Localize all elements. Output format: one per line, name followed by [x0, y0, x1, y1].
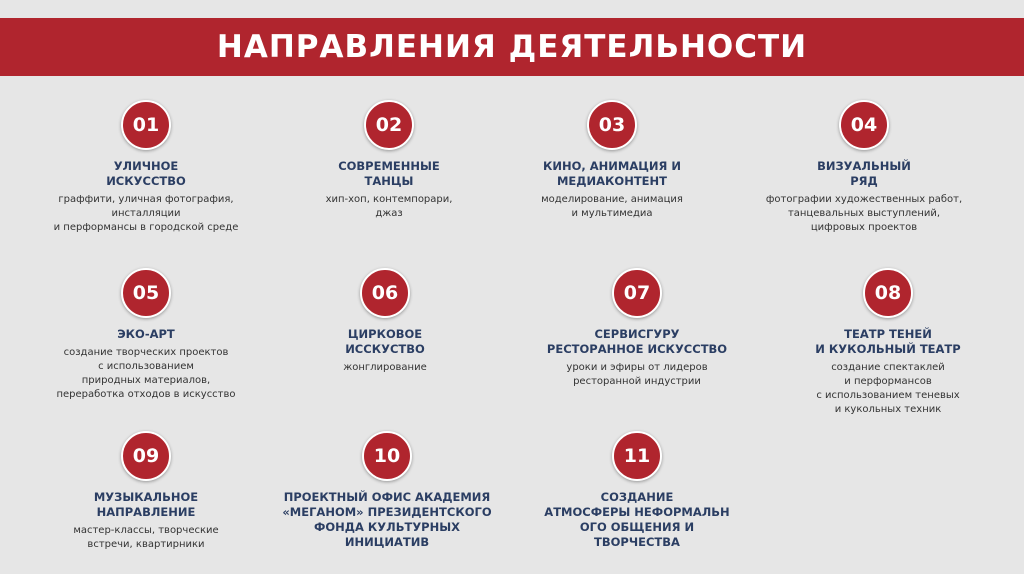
- activity-title: МУЗЫКАЛЬНОЕ НАПРАВЛЕНИЕ: [93, 490, 199, 519]
- activity-title: СЕРВИСГУРУ РЕСТОРАННОЕ ИСКУССТВО: [546, 327, 728, 356]
- header-banner: [0, 18, 1024, 76]
- number-badge: 11: [612, 431, 662, 481]
- activity-item-02: [259, 100, 519, 221]
- number-badge: 09: [121, 431, 171, 481]
- activity-description: моделирование, анимация и мультимедиа: [541, 194, 683, 219]
- activity-title: ВИЗУАЛЬНЫЙ РЯД: [817, 159, 911, 188]
- activity-description: жонглирование: [343, 362, 427, 373]
- activity-item-06: [255, 268, 515, 375]
- activity-item-03: [482, 100, 742, 221]
- activity-title: ЦИРКОВОЕ ИССКУСТВО: [345, 327, 425, 356]
- number-badge: 10: [362, 431, 412, 481]
- activity-title: СОЗДАНИЕ АТМОСФЕРЫ НЕФОРМАЛЬН ОГО ОБЩЕНИЯ И ТВОРЧЕСТВА: [544, 490, 730, 549]
- number-badge: 07: [612, 268, 662, 318]
- activity-item-08: [758, 268, 1018, 417]
- activity-item-05: [16, 268, 276, 402]
- number-badge: 01: [121, 100, 171, 150]
- activity-description: фотографии художественных работ, танцевальных выступлений, цифровых проектов: [765, 194, 963, 233]
- number-badge: 02: [364, 100, 414, 150]
- activity-title: УЛИЧНОЕ ИСКУССТВО: [106, 159, 186, 188]
- activity-description: создание творческих проектов с использованием природных материалов, переработка отходов в искусство: [56, 347, 236, 400]
- activity-item-11: [507, 431, 767, 550]
- activity-description: хип-хоп, контемпорари, джаз: [325, 194, 453, 219]
- number-badge: 06: [360, 268, 410, 318]
- activity-title: ТЕАТР ТЕНЕЙ И КУКОЛЬНЫЙ ТЕАТР: [815, 327, 961, 356]
- activity-title: ЭКО-АРТ: [117, 327, 175, 341]
- activity-title: КИНО, АНИМАЦИЯ И МЕДИАКОНТЕНТ: [542, 159, 682, 188]
- activity-title: ПРОЕКТНЫЙ ОФИС АКАДЕМИЯ «МЕГАНОМ» ПРЕЗИДЕНТСКОГО ФОНДА КУЛЬТУРНЫХ ИНИЦИАТИВ: [282, 490, 492, 549]
- number-badge: 03: [587, 100, 637, 150]
- number-badge: 05: [121, 268, 171, 318]
- activity-item-09: [16, 431, 276, 552]
- activity-description: мастер-классы, творческие встречи, квартирники: [73, 525, 219, 550]
- page-title: НАПРАВЛЕНИЯ ДЕЯТЕЛЬНОСТИ: [216, 29, 808, 65]
- activity-description: уроки и эфиры от лидеров ресторанной индустрии: [566, 362, 708, 387]
- activity-item-07: [507, 268, 767, 389]
- activity-title: СОВРЕМЕННЫЕ ТАНЦЫ: [338, 159, 440, 188]
- activity-item-01: [16, 100, 276, 235]
- number-badge: 08: [863, 268, 913, 318]
- activity-item-10: [257, 431, 517, 550]
- activity-description: создание спектаклей и перформансов с использованием теневых и кукольных техник: [816, 362, 960, 415]
- number-badge: 04: [839, 100, 889, 150]
- activity-description: граффити, уличная фотография, инсталляции и перформансы в городской среде: [53, 194, 239, 233]
- activity-item-04: [734, 100, 994, 235]
